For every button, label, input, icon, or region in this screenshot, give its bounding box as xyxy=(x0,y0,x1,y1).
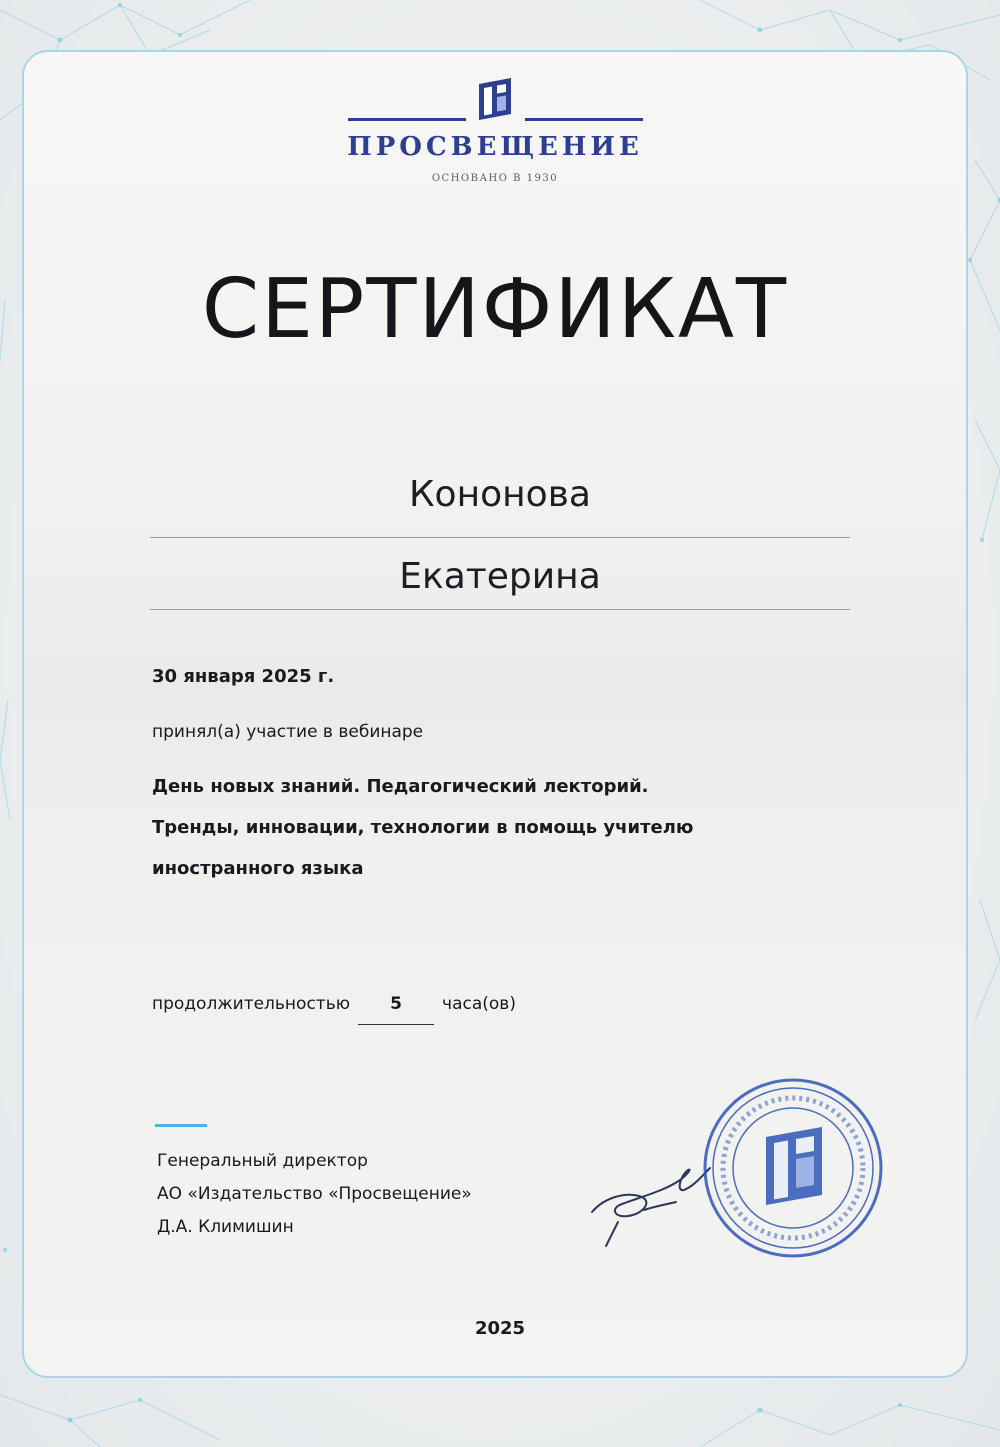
recipient-first-name: Екатерина xyxy=(399,556,601,597)
webinar-title xyxy=(152,766,872,889)
issue-year: 2025 xyxy=(474,1318,526,1339)
participation-text: принял(а) участие в вебинаре xyxy=(152,722,424,742)
publisher-logo xyxy=(330,74,660,194)
recipient-surname: Кононова xyxy=(409,474,591,515)
signatory-organization: АО «Издательство «Просвещение» xyxy=(157,1184,472,1204)
webinar-title-line: День новых знаний. Педагогический лекторий. xyxy=(152,776,649,797)
founded-caption: ОСНОВАНО В 1930 xyxy=(431,173,559,184)
official-stamp xyxy=(700,1075,886,1261)
duration-row xyxy=(152,994,516,1028)
event-date: 30 января 2025 г. xyxy=(152,666,335,687)
duration-unit: часа(ов) xyxy=(442,994,516,1014)
prosveshchenie-logo-icon xyxy=(475,74,515,124)
signatory-position: Генеральный директор xyxy=(157,1151,368,1171)
duration-label: продолжительностью xyxy=(152,994,351,1014)
first-name-underline xyxy=(150,609,850,610)
signatory-name: Д.А. Климишин xyxy=(157,1217,294,1237)
certificate-title: СЕРТИФИКАТ xyxy=(201,262,789,357)
logo-rule-right xyxy=(525,118,643,121)
surname-underline xyxy=(150,537,850,538)
brand-name: ПРОСВЕЩЕНИЕ xyxy=(347,132,643,162)
duration-hours-value: 5 xyxy=(358,994,434,1025)
accent-dash xyxy=(155,1124,207,1127)
webinar-title-line: иностранного языка xyxy=(152,858,364,879)
signatory-block xyxy=(157,1145,472,1244)
logo-rule-left xyxy=(348,118,466,121)
webinar-title-line: Тренды, инновации, технологии в помощь учителю xyxy=(152,817,694,838)
